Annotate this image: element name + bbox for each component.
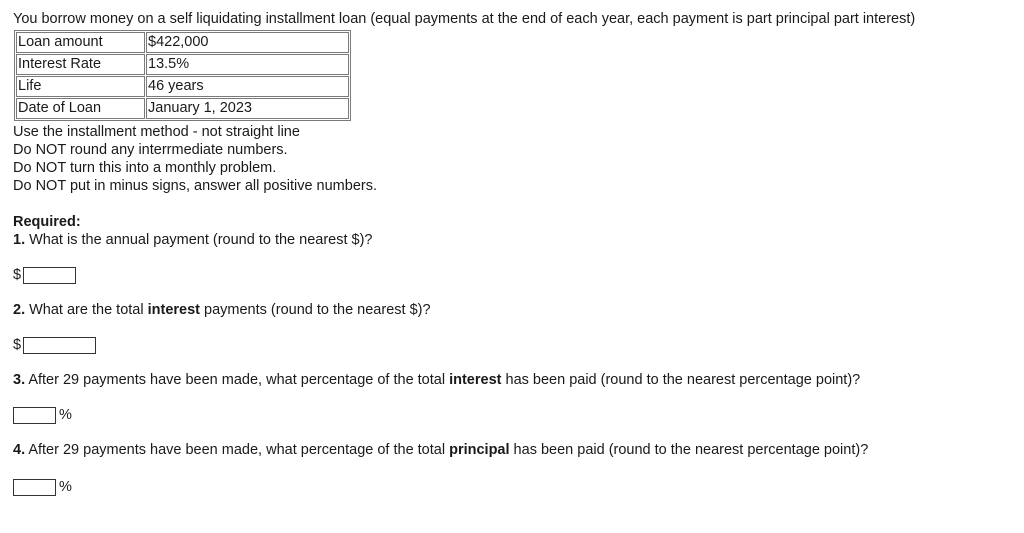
instruction-line: Do NOT put in minus signs, answer all positive numbers. [13,178,377,194]
loan-amount-value: $422,000 [146,32,349,53]
dollar-sign: $ [13,337,22,353]
life-label: Life [16,76,145,97]
question-3 [13,371,1003,389]
question-text: payments (round to the nearest $)? [200,302,431,318]
dollar-sign: $ [13,267,22,283]
answer-row-2 [13,335,1003,355]
question-2 [13,301,1003,319]
interest-percentage-input[interactable] [13,407,56,424]
problem-container [13,10,1003,497]
total-interest-input[interactable] [23,337,96,354]
question-text: After 29 payments have been made, what percentage of the total [25,442,450,458]
percent-sign: % [59,407,72,423]
required-section [13,213,1003,497]
instruction-line: Use the installment method - not straight line [13,124,300,140]
table-row [16,54,349,75]
annual-payment-input[interactable] [23,267,76,284]
question-text: has been paid (round to the nearest percentage point)? [509,442,869,458]
table-row [16,32,349,53]
required-label: Required: [13,214,81,230]
question-text: After 29 payments have been made, what percentage of the total [25,372,450,388]
question-text: What are the total [25,302,148,318]
question-text: has been paid (round to the nearest percentage point)? [501,372,861,388]
question-emphasis: interest [147,302,200,318]
question-number: 2. [13,302,26,318]
instruction-line: Do NOT round any interrmediate numbers. [13,142,288,158]
interest-rate-value: 13.5% [146,54,349,75]
loan-table [14,30,351,121]
loan-amount-label: Loan amount [16,32,145,53]
question-emphasis: principal [449,442,510,458]
question-number: 1. [13,232,26,248]
question-4 [13,441,1003,459]
question-emphasis: interest [449,372,502,388]
answer-row-4 [13,477,1003,497]
table-row [16,98,349,119]
principal-percentage-input[interactable] [13,479,56,496]
instruction-line: Do NOT turn this into a monthly problem. [13,160,277,176]
interest-rate-label: Interest Rate [16,54,145,75]
life-value: 46 years [146,76,349,97]
date-of-loan-value: January 1, 2023 [146,98,349,119]
question-1 [13,231,1003,249]
question-number: 3. [13,372,26,388]
table-row [16,76,349,97]
percent-sign: % [59,479,72,495]
question-text: What is the annual payment (round to the nearest $)? [25,232,373,248]
answer-row-3 [13,405,1003,425]
answer-row-1 [13,265,1003,285]
date-of-loan-label: Date of Loan [16,98,145,119]
problem-intro: You borrow money on a self liquidating installment loan (equal payments at the end of each year, each payment is part principal part interest) [13,11,916,27]
question-number: 4. [13,442,26,458]
instructions [13,123,1003,195]
